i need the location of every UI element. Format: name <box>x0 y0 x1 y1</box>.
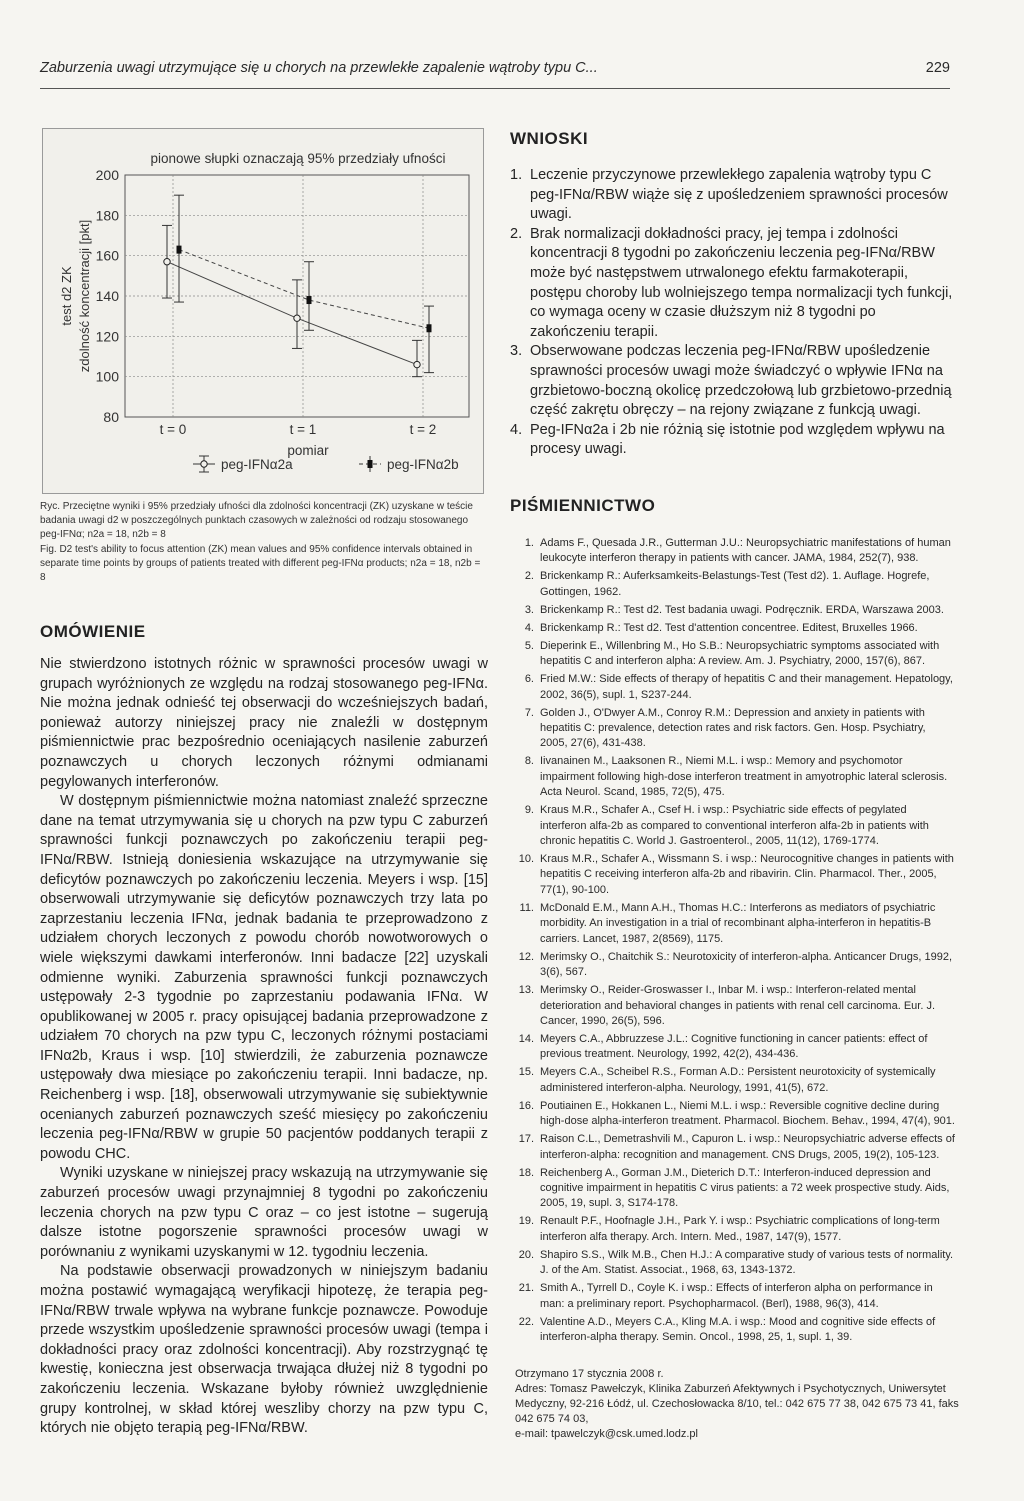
discussion-text <box>40 655 488 1439</box>
conclusion-text: Leczenie przyczynowe przewlekłego zapalenia wątroby typu C peg-IFNα/RBW wiąże się z upośledzeniem sprawności procesów uwagi. <box>530 167 948 223</box>
reference-text: Meyers C.A., Abbruzzese J.L.: Cognitive functioning in cancer patients: effect of previous treatment. Neurology, 1992, 42(2), 434-436. <box>540 1032 928 1061</box>
reference-number: 9. <box>524 804 534 817</box>
conclusion-item <box>510 225 955 343</box>
references-list <box>510 536 955 1348</box>
legend-label: peg-IFNα2a <box>221 457 293 472</box>
reference-text: Brickenkamp R.: Test d2. Test d'attention concentree. Editest, Bruxelles 1966. <box>540 621 918 634</box>
reference-text: Iivanainen M., Laaksonen R., Niemi M.L. i wsp.: Memory and psychomotor impairment following high-dose interferon treatment in amyotrophic lateral sclerosis. Acta Neurol. Scand, 1985, 72(5), 475. <box>540 755 948 799</box>
reference-text: McDonald E.M., Mann A.H., Thomas H.C.: Interferons as mediators of psychiatric morbidity. An investigation in a trial of recombinant alpha-interferon in hepatitis-B carriers. Lancet, 1987, 2(8569), 1175. <box>540 901 936 945</box>
reference-text: Brickenkamp R.: Auferksamkeits-Belastungs-Test (Test d2). 1. Auflage. Hogrefe, Gottingen, 1962. <box>540 570 930 598</box>
reference-item <box>510 603 955 618</box>
data-point <box>427 324 432 332</box>
reference-item <box>510 706 955 752</box>
reference-number: 5. <box>524 639 534 652</box>
y-tick-label: 140 <box>95 288 119 304</box>
reference-number: 7. <box>524 706 534 719</box>
y-tick-label: 80 <box>103 409 119 425</box>
references-heading: PIŚMIENNICTWO <box>510 496 656 515</box>
reference-item <box>510 754 955 800</box>
data-point <box>307 296 312 304</box>
reference-text: Golden J., O'Dwyer A.M., Conroy R.M.: Depression and anxiety in patients with hepatitis C: prevalence, detection rates and risk factors. Gen. Hosp. Psychiatry, 2005, 27(6), 431-438. <box>540 706 926 750</box>
received-note <box>515 1367 960 1442</box>
y-tick-label: 160 <box>95 247 119 264</box>
series-line <box>167 262 417 365</box>
header-rule <box>40 88 950 89</box>
caption-english: Fig. D2 test's ability to focus attention (ZK) mean values and 95% confidence intervals obtained in separate time points by groups of patients treated with different peg-IFNα products; n2a = 18, n2b = 8 <box>40 544 481 583</box>
reference-text: Shapiro S.S., Wilk M.B., Chen H.J.: A comparative study of various tests of normality. J. of the Am. Statist. Associat., 1968, 63, 1343-1372. <box>540 1248 954 1277</box>
reference-number: 3. <box>524 603 534 616</box>
reference-number: 14. <box>518 1032 534 1045</box>
data-point <box>414 361 420 367</box>
reference-text: Poutiainen E., Hokkanen L., Niemi M.L. i wsp.: Reversible cognitive decline during high-dose alpha-interferon treatment. Pharmacol. Biochem. Behav., 1994, 47(4), 901. <box>540 1099 955 1128</box>
discussion-paragraph: Nie stwierdzono istotnych różnic w sprawności procesów uwagi w grupach wyróżnionych ze względu na rodzaj stosowanego peg-IFNα. Nie można jednak odnieść tej obserwacji do wcześniejszych badań, ponieważ autorzy niniejszej pracy nie znaleźli w dostępnym piśmiennictwie prac bezpośrednio oceniających nasilenie zaburzeń poznawczych u chorych leczonych różnymi odmianami pegylowanych interferonów. <box>40 656 488 790</box>
y-tick-label: 180 <box>95 207 119 224</box>
reference-item <box>510 1248 955 1279</box>
reference-item <box>510 1099 955 1130</box>
reference-text: Adams F., Quesada J.R., Gutterman J.U.: Neuropsychiatric manifestations of human leukocyte interferon therapy in patients with cancer. JAMA, 1984, 252(7), 938. <box>540 537 951 565</box>
reference-item <box>510 1065 955 1096</box>
running-head <box>40 60 950 76</box>
received-date: Otrzymano 17 stycznia 2008 r. <box>515 1368 664 1380</box>
reference-item <box>510 1132 955 1163</box>
y-axis-label: test d2 ZK <box>59 266 74 326</box>
legend-marker-square <box>368 460 373 468</box>
line-chart <box>43 129 483 493</box>
reference-number: 18. <box>518 1166 534 1179</box>
reference-number: 2. <box>524 570 534 583</box>
reference-text: Kraus M.R., Schafer A., Csef H. i wsp.: Psychiatric side effects of pegylated interferon alfa-2b as compared to conventional interferon alfa-2b in patients with chronic hepatitis C. World J. Gastroenterol., 2005, 11(12), 1769-1774. <box>540 804 929 848</box>
reference-item <box>510 1315 955 1346</box>
reference-text: Valentine A.D., Meyers C.A., Kling M.A. i wsp.: Mood and cognitive side effects of interferon-alpha therapy. Semin. Oncol., 1998, 25, 1, supl. 1, 39. <box>540 1315 936 1343</box>
reference-number: 11. <box>519 901 534 914</box>
reference-item <box>510 569 955 600</box>
x-tick-label: t = 1 <box>289 422 317 437</box>
reference-number: 22. <box>518 1315 534 1328</box>
conclusion-number: 4. <box>510 421 523 438</box>
reference-text: Brickenkamp R.: Test d2. Test badania uwagi. Podręcznik. ERDA, Warszawa 2003. <box>540 603 944 616</box>
reference-text: Renault P.F., Hoofnagle J.H., Park Y. i wsp.: Psychiatric complications of long-term interferon alfa therapy. Arch. Intern. Med., 1987, 147(9), 1577. <box>540 1215 940 1243</box>
data-point <box>164 259 170 265</box>
reference-text: Smith A., Tyrrell D., Coyle K. i wsp.: Effects of interferon alpha on performance in man: a preliminary report. Psychopharmacol. (Berl), 1988, 96(3), 414. <box>540 1282 933 1310</box>
reference-item <box>510 803 955 849</box>
y-tick-label: 100 <box>95 368 119 385</box>
conclusion-number: 2. <box>510 225 523 242</box>
reference-text: Raison C.L., Demetrashvili M., Capuron L. i wsp.: Neuropsychiatric adverse effects of interferon-alpha: recognition and management. CNS Drugs, 2005, 19(2), 105-123. <box>540 1133 955 1161</box>
reference-text: Kraus M.R., Schafer A., Wissmann S. i wsp.: Neurocognitive changes in patients with hepatitis C receiving interferon alfa-2b and ribavirin. Clin. Pharmacol. Ther., 2005, 77(1), 90-100. <box>540 853 954 896</box>
reference-number: 10. <box>518 853 534 866</box>
conclusions-heading: WNIOSKI <box>510 129 589 148</box>
reference-text: Dieperink E., Willenbring M., Ho S.B.: Neuropsychiatric symptoms associated with hepatitis C and interferon alpha: A review. Am. J. Psychiatry, 2000, 157(6), 867. <box>540 639 940 668</box>
reference-text: Fried M.W.: Side effects of therapy of hepatitis C and their management. Hepatology, 2002, 36(5), supl. 1, S237-244. <box>540 673 953 701</box>
data-point <box>294 315 300 321</box>
figure-caption <box>40 500 488 586</box>
reference-item <box>510 852 955 898</box>
legend-label: peg-IFNα2b <box>387 457 459 472</box>
caption-polish: Ryc. Przeciętne wyniki i 95% przedziały ufności dla zdolności koncentracji (ZK) uzyskane w teście badania uwagi d2 w poszczególnych punktach czasowych w zależności od rodzaju stosowanego peg-IFNα; n2a = 18, n2b = 8 <box>40 501 473 540</box>
x-tick-label: t = 2 <box>409 422 437 437</box>
reference-number: 8. <box>524 755 534 768</box>
reference-number: 17. <box>518 1133 534 1146</box>
conclusion-item <box>510 421 955 460</box>
reference-number: 13. <box>518 984 534 997</box>
reference-item <box>510 950 955 981</box>
reference-number: 16. <box>518 1099 534 1112</box>
reference-number: 19. <box>518 1215 534 1228</box>
conclusions-list <box>510 166 955 460</box>
discussion-paragraph: Na podstawie obserwacji prowadzonych w niniejszym badaniu można postawić wymagającą weryfikacji hipotezę, że terapia peg-IFNα/RBW trwale wpływa na wybrane funkcje poznawcze. Powoduje przede wszystkim upośledzenie sprawności procesów uwagi (tempa i dokładności pracy oraz zdolności koncentracji). Aby rozstrzygnąć tę kwestię, konieczna jest obserwacja trwająca dłużej niż 8 tygodni po zakończeniu leczenia. Wskazane byłoby również uwzględnienie grupy kontrolnej, w skład której weszliby chorzy na pzw typu C, których nie objęto terapią peg-IFNα/RBW. <box>40 1263 488 1437</box>
reference-text: Reichenberg A., Gorman J.M., Dieterich D.T.: Interferon-induced depression and cognitive impairment in hepatitis C virus patients: a 72 week prospective study. Aids, 2005, 19, supl. 3, S174-178. <box>540 1166 950 1210</box>
reference-number: 21. <box>518 1282 534 1295</box>
x-tick-label: t = 0 <box>159 422 187 437</box>
reference-item <box>510 536 955 567</box>
y-tick-label: 200 <box>95 167 119 183</box>
running-title: Zaburzenia uwagi utrzymujące się u chorych na przewlekłe zapalenie wątroby typu C... <box>40 60 598 76</box>
reference-item <box>510 1166 955 1212</box>
chart-title: pionowe słupki oznaczają 95% przedziały ufności <box>150 151 446 166</box>
conclusion-number: 1. <box>510 167 523 183</box>
reference-item <box>510 639 955 670</box>
figure-panel <box>42 128 484 494</box>
conclusion-text: Obserwowane podczas leczenia peg-IFNα/RBW upośledzenie sprawności procesów uwagi może świadczyć o wpływie IFNα na grzbietowo-boczną okolicę przedczołową lub grzbietowo-przednią część zakrętu obręczy – na rejony związane z funkcją uwagi. <box>530 343 952 419</box>
correspondence-address: Adres: Tomasz Pawełczyk, Klinika Zaburzeń Afektywnych i Psychotycznych, Uniwersytet Medyczny, 92-216 Łódź, ul. Czechosłowacka 8/10, tel.: 042 675 77 38, 042 675 73 41, faks 042 675 74 03, <box>515 1383 959 1425</box>
reference-item <box>510 983 955 1029</box>
y-tick-label: 120 <box>95 328 119 345</box>
legend-marker-circle <box>201 461 207 467</box>
reference-number: 12. <box>518 950 534 963</box>
reference-number: 1. <box>524 537 534 549</box>
reference-number: 20. <box>518 1248 534 1261</box>
reference-item <box>510 621 955 636</box>
discussion-paragraph: Wyniki uzyskane w niniejszej pracy wskazują na utrzymywanie się zaburzeń procesów uwagi przynajmniej 8 tygodni po zakończeniu leczenia chorych na pzw typu C oraz – co jest istotne – sugerują dalsze istotne pogorszenie sprawności procesów uwagi w porównaniu z wynikami uzyskanymi w 12. tygodniu leczenia. <box>40 1165 488 1260</box>
conclusion-text: Peg-IFNα2a i 2b nie różnią się istotnie pod względem wpływu na procesy uwagi. <box>530 421 945 458</box>
discussion-paragraph: W dostępnym piśmiennictwie można natomiast znaleźć sprzeczne dane na temat utrzymywania się u chorych na pzw typu C zaburzeń sprawności funkcji poznawczych po zakończeniu terapii peg-IFNα/RBW. Istnieją doniesienia wskazujące na utrzymywanie się deficytów poznawczych po zakończeniu leczenia. Meyers i wsp. [15] obserwowali utrzymywanie się deficytów poznawczych trzy lata po zaprzestaniu leczenia IFNα, jednak badania te przeprowadzono z udziałem chorych leczonych z powodu chorób nowotworowych o wiele większymi dawkami interferonów. Inni badacze [22] uzyskali odmienne wyniki. Zaburzenia sprawności funkcji poznawczych ustępowały 2-3 tygodnie po zaprzestaniu podawania IFNα. W opublikowanej w 2005 r. pracy opisującej badania przeprowadzone z udziałem 70 chorych na pzw typu C, leczonych różnymi postaciami IFNα2b, Kraus i wsp. [10] stwierdzili, że zaburzenia poznawcze ustępowały dwa miesiące po zakończeniu terapii. Inni badacze, np. Reichenberg i wsp. [18], obserwowali utrzymywanie się subiektywnie ocenianych zaburzeń poznawczych sześć miesięcy po zakończeniu leczenia peg-IFNα/RBW w grupie 50 pacjentów poddanych terapii z powodu CHC. <box>40 793 488 1162</box>
reference-number: 6. <box>524 673 534 686</box>
reference-text: Merimsky O., Chaitchik S.: Neurotoxicity of interferon-alpha. Anticancer Drugs, 1992, 3(6), 567. <box>540 950 953 979</box>
conclusion-item <box>510 166 955 225</box>
reference-number: 4. <box>524 621 534 634</box>
data-point <box>177 246 182 254</box>
conclusion-number: 3. <box>510 343 523 360</box>
x-axis-label: pomiar <box>287 443 329 458</box>
conclusion-item <box>510 342 955 420</box>
reference-item <box>510 1281 955 1312</box>
reference-number: 15. <box>518 1066 534 1079</box>
reference-item <box>510 672 955 703</box>
reference-text: Merimsky O., Reider-Groswasser I., Inbar M. i wsp.: Interferon-related mental deterioration and behavioral changes in patients with renal cell carcinoma. Eur. J. Cancer, 1990, 26(5), 596. <box>540 984 936 1027</box>
correspondence-email: e-mail: tpawelczyk@csk.umed.lodz.pl <box>515 1428 698 1440</box>
reference-item <box>510 901 955 947</box>
reference-item <box>510 1032 955 1063</box>
page-number: 229 <box>925 60 950 76</box>
reference-text: Meyers C.A., Scheibel R.S., Forman A.D.: Persistent neurotoxicity of systemically administered interferon-alpha. Neurology, 1991, 41(5), 672. <box>540 1066 936 1094</box>
discussion-heading: OMÓWIENIE <box>40 622 146 641</box>
conclusion-text: Brak normalizacji dokładności pracy, jej tempa i zdolności koncentracji 8 tygodni po zakończeniu leczenia peg-IFNα/RBW może być następstwem utrwalonego efektu farmakoterapii, postępu choroby lub wolniejszego tempa normalizacji tych funkcji, co wymaga oceny w czasie dłuższym niż 8 tygodni po zakończeniu terapii. <box>530 225 953 340</box>
y-axis-label: zdolność koncentracji [pkt] <box>77 219 92 373</box>
reference-item <box>510 1214 955 1245</box>
